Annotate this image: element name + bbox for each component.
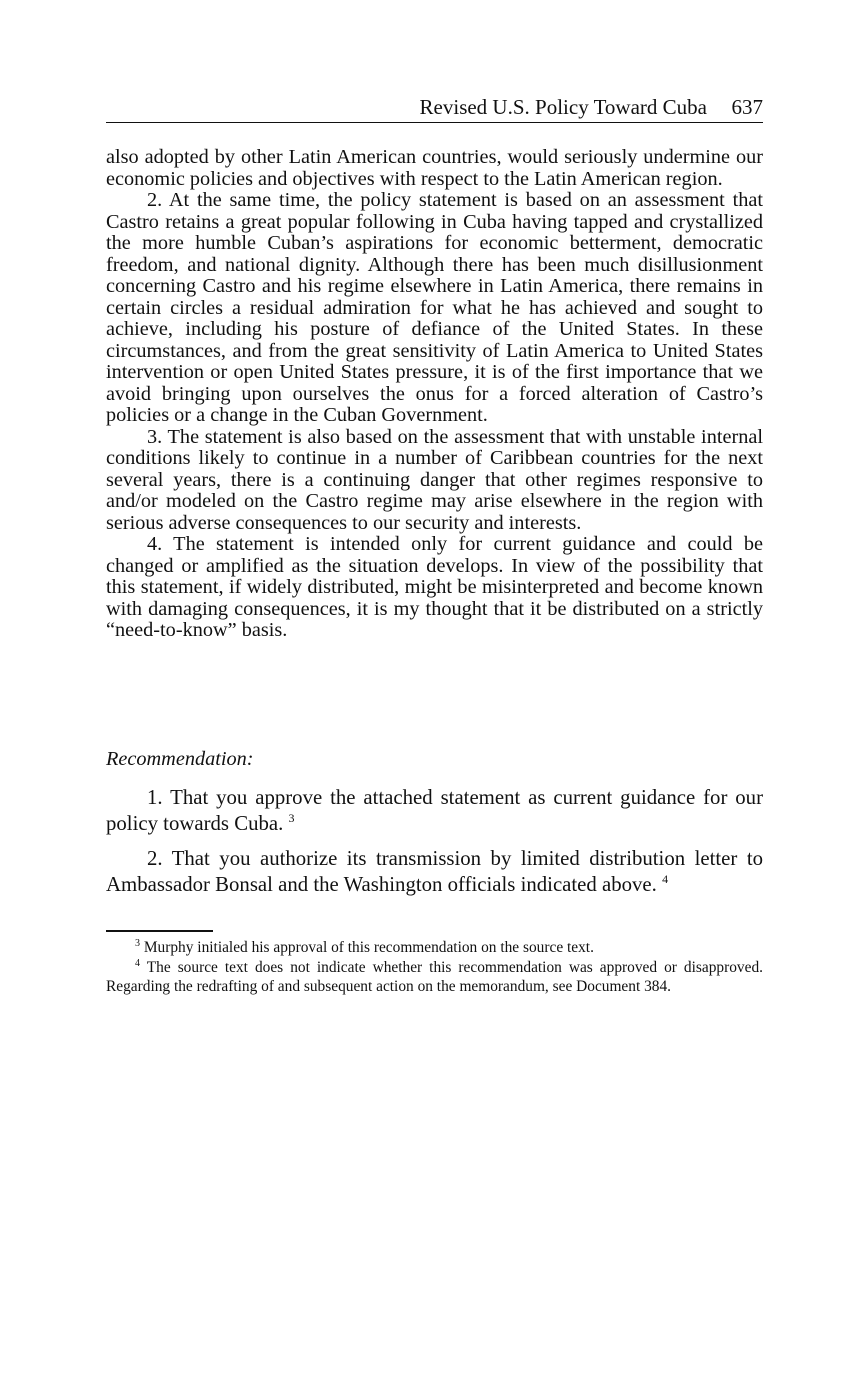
footnote-ref: 3 [288,811,295,826]
footnote-divider [106,930,213,932]
running-header [106,94,763,123]
recommendation-item [106,846,763,898]
paragraph-continued: also adopted by other Latin American countries, would seriously undermine our economic policies and objectives with respect to the Latin American region. [106,146,763,190]
footnote-text: Murphy initialed his approval of this recommendation on the source text. [143,939,594,956]
recommendation-list [106,785,763,907]
body-text [106,147,763,642]
page-number: 637 [731,95,763,119]
recommendation-item [106,785,763,837]
footnotes [106,938,763,997]
footnote [106,958,763,997]
paragraph-3: 3. The statement is also based on the assessment that with unstable internal conditions likely to continue in a number of Caribbean countries for the next several years, there is a continuing danger that other regimes responsive to and/or modeled on the Castro regime may arise elsewhere in the region with serious adverse consequences to our security and interests. [106,425,763,534]
running-title: Revised U.S. Policy Toward Cuba [419,95,707,119]
paragraph-2: 2. At the same time, the policy statement is based on an assessment that Castro retains a great popular following in Cuba having tapped and crystallized the more humble Cuban’s aspirations for economic betterment, democratic freedom, and national dignity. Although there has been much disillusionment concerning Castro and his regime elsewhere in Latin America, there remains in certain circles a residual admiration for what he has achieved and sought to achieve, including his posture of defiance of the United States. In these circumstances, and from the great sensitivity of Latin America to United States intervention or open United States pressure, it is of the first importance that we avoid bringing upon ourselves the onus for a forced alteration of Castro’s policies or a change in the Cuban Government. [106,189,763,426]
recommendation-heading: Recommendation: [106,748,254,770]
footnote [106,938,763,958]
recommendation-text: 1. That you approve the attached statement as current guidance for our policy towards Cuba. [106,786,763,835]
footnote-text: The source text does not indicate whether this recommendation was approved or disapproved. Regarding the redrafting of and subsequent action on the memorandum, see Document 384. [106,958,763,995]
footnote-ref: 4 [662,872,669,887]
recommendation-text: 2. That you authorize its transmission by limited distribution letter to Ambassador Bonsal and the Washington officials indicated above. [106,847,763,896]
footnote-number: 4 [135,957,140,969]
footnote-number: 3 [135,937,140,949]
paragraph-4: 4. The statement is intended only for current guidance and could be changed or amplified as the situation develops. In view of the possibility that this statement, if widely distributed, might be misinterpreted and become known with damaging consequences, it is my thought that it be distributed on a strictly “need-to-know” basis. [106,533,763,641]
